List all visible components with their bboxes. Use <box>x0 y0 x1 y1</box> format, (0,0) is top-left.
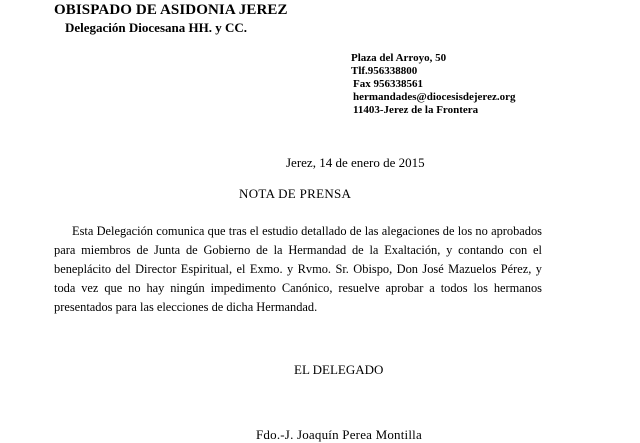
document-title: NOTA DE PRENSA <box>239 186 352 201</box>
signatory-role: EL DELEGADO <box>294 362 384 377</box>
address-phone: Tlf.956338800 <box>351 65 418 77</box>
address-email: hermandades@diocesisdejerez.org <box>353 91 516 103</box>
organization-subtitle: Delegación Diocesana HH. y CC. <box>65 20 247 35</box>
address-fax: Fax 956338561 <box>353 78 423 90</box>
organization-name: OBISPADO DE ASIDONIA JEREZ <box>54 2 288 18</box>
address-city: 11403-Jerez de la Frontera <box>353 104 479 116</box>
document-date: Jerez, 14 de enero de 2015 <box>286 155 425 170</box>
address-street: Plaza del Arroyo, 50 <box>351 52 447 64</box>
signature-line: Fdo.-J. Joaquín Perea Montilla <box>256 427 422 442</box>
press-release-body: Esta Delegación comunica que tras el estudio detallado de las alegaciones de los no aprobados para miembros de Junta de Gobierno de la Hermandad de la Exaltación, y contando con el beneplácito del Director Espiritual, el Exmo. y Rvmo. Sr. Obispo, Don José Mazuelos Pérez, y toda vez que no hay ningún impedimento Canónico, resuelve aprobar a todos los hermanos presentados para las elecciones de dicha Hermandad. <box>54 224 542 314</box>
address-block <box>349 52 515 117</box>
